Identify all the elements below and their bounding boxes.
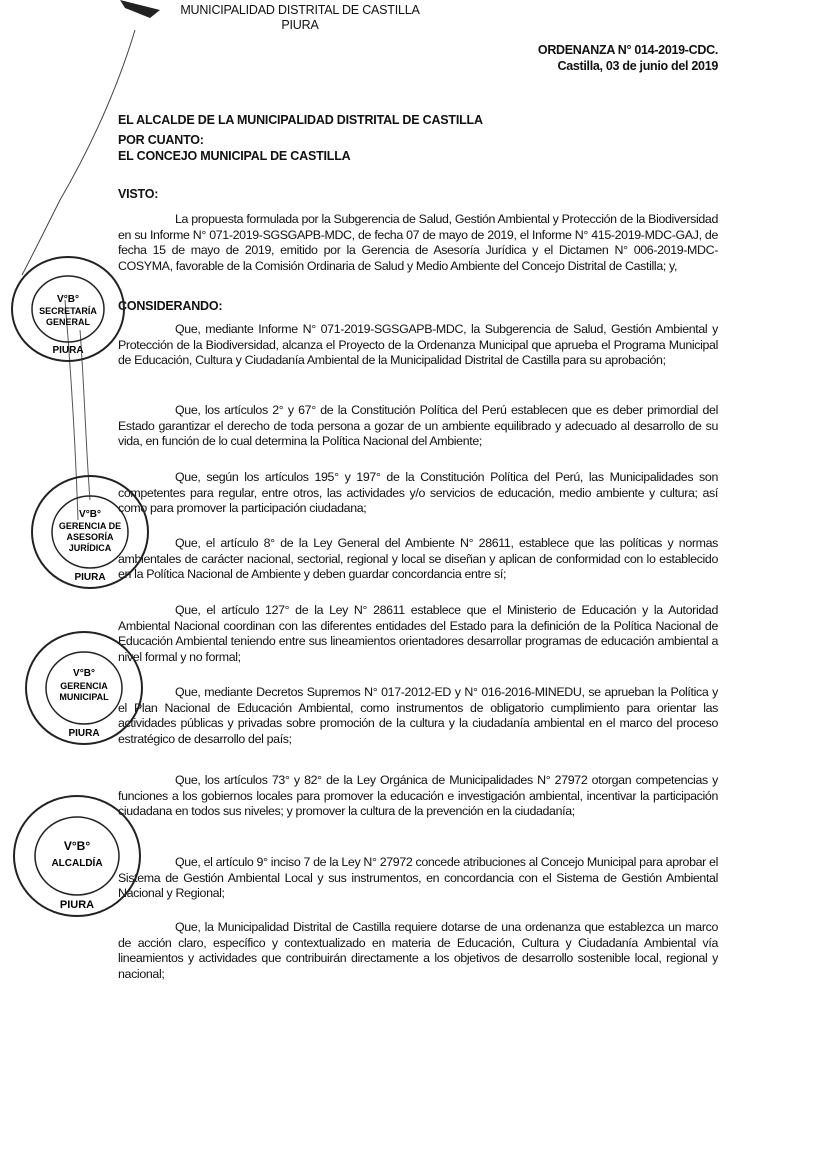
considerando-paragraph: Que, los artículos 2° y 67° de la Constitución Política del Perú establecen que es deber primordial del Estado garantizar el derecho de toda persona a gozar de un ambiente equilibrado y adecuado al desarrollo de su vida, en función de lo cual determina la Política Nacional del Ambiente; <box>118 403 718 449</box>
visto-heading: VISTO: <box>118 187 159 201</box>
svg-text:PIURA: PIURA <box>68 728 100 739</box>
svg-text:PIURA: PIURA <box>52 345 84 356</box>
considerando-paragraph: Que, mediante Decretos Supremos N° 017-2012-ED y N° 016-2016-MINEDU, se aprueban la Política y el Plan Nacional de Educación Ambiental, como instrumentos de obligatorio cumplimiento para orientar las actividades públicas y privadas sobre promoción de la cultura y la ciudadanía ambiental en el marco del proceso estratégico de desarrollo del país; <box>118 685 718 746</box>
stamp-asesoria-juridica <box>28 472 153 592</box>
svg-text:V°B°: V°B° <box>73 668 95 679</box>
svg-text:JURÍDICA: JURÍDICA <box>68 543 112 553</box>
stamp-alcaldia <box>10 792 145 922</box>
place-date: Castilla, 03 de junio del 2019 <box>557 59 718 73</box>
considerando-paragraph: Que, el artículo 8° de la Ley General del Ambiente N° 28611, establece que las políticas y normas ambientales de carácter nacional, sectorial, regional y local se diseñan y aplican de conformidad con lo establecido en la Política Nacional de Ambiente y deben guardar concordancia entre sí; <box>118 536 718 582</box>
stamp-gerencia-municipal <box>22 628 147 748</box>
intro-line-2: POR CUANTO: <box>118 133 204 147</box>
svg-text:PIURA: PIURA <box>59 899 95 911</box>
considerando-paragraph: Que, el artículo 9° inciso 7 de la Ley N° 27972 concede atribuciones al Concejo Municipal para aprobar el Sistema de Gestión Ambiental Local y sus instrumentos, en concordancia con el Sistema de Gestión Ambiental Nacional y Regional; <box>118 855 718 901</box>
svg-text:GENERAL: GENERAL <box>45 317 91 327</box>
svg-text:SECRETARÍA: SECRETARÍA <box>39 306 97 316</box>
svg-text:PIURA: PIURA <box>74 572 106 583</box>
considerando-paragraph: Que, los artículos 73° y 82° de la Ley Orgánica de Municipalidades N° 27972 otorgan competencias y funciones a los gobiernos locales para promover la educación e investigación ambiental, incentivar la participación ciudadana en todos sus niveles; y promover la cultura de la prevención en la ciudadanía; <box>118 773 718 819</box>
header-org: MUNICIPALIDAD DISTRITAL DE CASTILLA <box>180 3 420 17</box>
svg-text:V°B°: V°B° <box>57 294 79 305</box>
considerando-paragraph: Que, mediante Informe N° 071-2019-SGSGAPB-MDC, la Subgerencia de Salud, Gestión Ambiental y Protección de la Biodiversidad, alcanza el Proyecto de la Ordenanza Municipal que aprueba el Programa Municipal de Educación, Cultura y Ciudadanía Ambiental de la Municipalidad Distrital de Castilla para su aprobación; <box>118 322 718 368</box>
svg-text:GERENCIA: GERENCIA <box>60 681 108 691</box>
considerando-paragraph: Que, el artículo 127° de la Ley N° 28611 establece que el Ministerio de Educación y la Autoridad Ambiental Nacional coordinan con las diferentes entidades del Estado para la definición de la Política Nacional de Educación Ambiental teniendo entre sus lineamientos orientadores desarrollar programas de educación ambiental a nivel formal y no formal; <box>118 603 718 664</box>
considerando-heading: CONSIDERANDO: <box>118 299 223 313</box>
considerando-paragraph: Que, según los artículos 195° y 197° de la Constitución Política del Perú, las Municipalidades son competentes para regular, entre otros, las actividades y/o servicios de educación, medio ambiente y cultura; así como para promover la participación ciudadana; <box>118 470 718 516</box>
header-city: PIURA <box>281 18 319 32</box>
stamp-secretaria-general <box>8 252 128 367</box>
intro-line-3: EL CONCEJO MUNICIPAL DE CASTILLA <box>118 149 351 163</box>
intro-line-1: EL ALCALDE DE LA MUNICIPALIDAD DISTRITAL DE CASTILLA <box>118 113 483 127</box>
svg-text:ALCALDÍA: ALCALDÍA <box>51 858 103 869</box>
svg-text:MUNICIPAL: MUNICIPAL <box>59 692 109 702</box>
svg-text:V°B°: V°B° <box>63 839 91 853</box>
svg-text:V°B°: V°B° <box>79 509 101 520</box>
svg-text:ASESORÍA: ASESORÍA <box>66 532 114 542</box>
considerando-paragraph: Que, la Municipalidad Distrital de Castilla requiere dotarse de una ordenanza que establezca un marco de acción claro, específico y contextualizado en materia de Educación, Cultura y Ciudadanía Ambiental vía lineamientos y actividades que contribuirán directamente a los objetivos de desarrollo sostenible local, regional y nacional; <box>118 920 718 981</box>
svg-text:GERENCIA DE: GERENCIA DE <box>58 521 122 531</box>
visto-paragraph: La propuesta formulada por la Subgerencia de Salud, Gestión Ambiental y Protección de la Biodiversidad en su Informe N° 071-2019-SGSGAPB-MDC, de fecha 07 de mayo de 2019, el Informe N° 415-2019-MDC-GAJ, de fecha 15 de mayo de 2019, emitido por la Gerencia de Asesoría Jurídica y el Dictamen N° 006-2019-MDC-COSYMA, favorable de la Comisión Ordinaria de Salud y Medio Ambiente del Concejo Distrital de Castilla; y, <box>118 212 718 273</box>
ordinance-number: ORDENANZA N° 014-2019-CDC. <box>537 43 718 57</box>
